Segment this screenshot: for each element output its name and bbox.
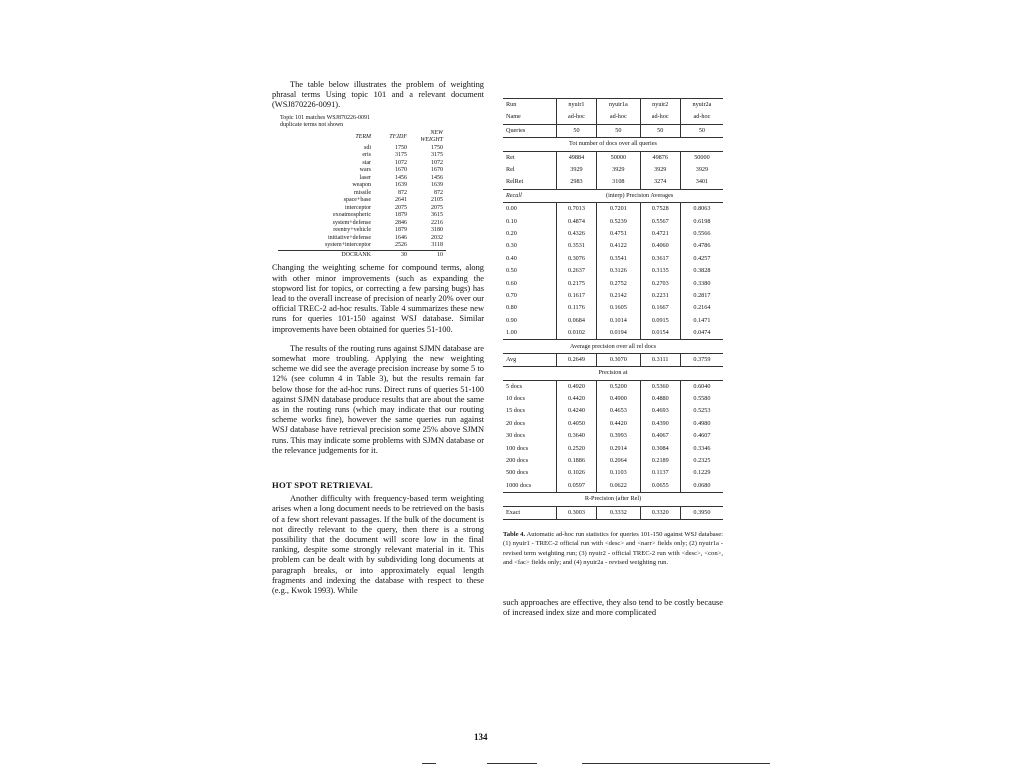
continuation-paragraph: such approaches are effective, they also tend to be costly because of increased index size and more complicated bbox=[503, 597, 723, 617]
precision-at-row bbox=[503, 380, 723, 393]
section-label: Average precision over all rel docs bbox=[503, 340, 723, 353]
row-label-cell: 0.50 bbox=[503, 265, 556, 277]
value-cell: 0.1137 bbox=[640, 467, 680, 479]
value-cell: 0.6040 bbox=[693, 382, 711, 390]
value-cell: 0.2649 bbox=[556, 353, 596, 366]
weight-cell: 1670 bbox=[395, 167, 407, 174]
precision-at-row bbox=[503, 430, 723, 442]
term-table-row bbox=[278, 167, 446, 175]
totals-row bbox=[503, 151, 723, 164]
recall-row bbox=[503, 315, 723, 327]
row-label-cell: Name bbox=[503, 111, 556, 124]
recall-row bbox=[503, 240, 723, 252]
row-label-cell: Run bbox=[503, 99, 556, 112]
value-cell: 0.4980 bbox=[693, 419, 711, 427]
value-cell: 0.4607 bbox=[693, 432, 711, 440]
term-table-row bbox=[278, 212, 446, 220]
precision-at-row bbox=[503, 418, 723, 430]
value-cell: 0.3320 bbox=[640, 506, 680, 519]
value-cell: 0.3084 bbox=[640, 443, 680, 455]
term-cell: space+base bbox=[343, 197, 371, 204]
value-cell: 0.1026 bbox=[556, 467, 596, 479]
term-cell: interceptor bbox=[345, 204, 371, 211]
term-cell: system+interceptor bbox=[324, 242, 371, 249]
row-label-cell: 0.10 bbox=[503, 216, 556, 228]
weight-cell: 1072 bbox=[431, 159, 443, 166]
term-table-row bbox=[278, 182, 446, 190]
docrank-value: 30 bbox=[374, 250, 410, 259]
recall-row bbox=[503, 290, 723, 302]
value-cell: 0.5239 bbox=[597, 216, 640, 228]
value-cell: 3929 bbox=[597, 164, 640, 176]
value-cell: 0.2064 bbox=[597, 455, 640, 467]
weight-cell: 1639 bbox=[431, 182, 443, 189]
weight-cell: 2075 bbox=[395, 204, 407, 211]
run-row bbox=[503, 99, 723, 112]
run-statistics-table bbox=[503, 98, 723, 520]
value-cell: 0.2142 bbox=[597, 290, 640, 302]
value-cell: 0.3346 bbox=[693, 444, 711, 452]
average-section-row bbox=[503, 340, 723, 353]
table-caption bbox=[503, 530, 723, 568]
row-label-cell: 1.00 bbox=[503, 327, 556, 340]
term-table-row bbox=[278, 160, 446, 168]
value-cell: 0.3126 bbox=[597, 265, 640, 277]
term-header: TERM bbox=[355, 133, 371, 140]
term-cell: sdi bbox=[363, 144, 371, 151]
footer-rule-3 bbox=[582, 763, 770, 764]
docrank-value: 10 bbox=[410, 250, 446, 259]
value-cell: 0.0597 bbox=[556, 480, 596, 493]
paragraph-hot-spot: Another difficulty with frequency-based term weighting arises when a long document needs to be retrieved on the basis of a few short relevant passages. If the bulk of the document is not directly relevant to the query, then there is a strong possibility that the document will score low in the final ranking, despite some strongly relevant material in it. This problem can be dealt with by subdividing long documents at paragraph breaks, or into approximately equal length fragments and indexing the database with respect to these (e.g., Kwok 1993). While bbox=[272, 494, 484, 595]
row-label-cell: 100 docs bbox=[503, 443, 556, 455]
row-label-cell: Queries bbox=[503, 124, 556, 137]
weight-cell: 2846 bbox=[395, 219, 407, 226]
value-cell: 0.4257 bbox=[693, 254, 711, 262]
value-cell: 0.3111 bbox=[640, 353, 680, 366]
term-table-row bbox=[278, 197, 446, 205]
recall-row bbox=[503, 216, 723, 228]
value-cell: 0.5580 bbox=[693, 395, 711, 403]
weight-cell: 1670 bbox=[431, 167, 443, 174]
term-table-row bbox=[278, 152, 446, 160]
value-cell: 0.4420 bbox=[556, 393, 596, 405]
docrank-row bbox=[278, 250, 446, 259]
term-table-subcaption: duplicate terms not shown bbox=[280, 122, 344, 129]
row-label-cell: Rel bbox=[503, 164, 556, 176]
value-cell: 50000 bbox=[597, 151, 640, 164]
precision-at-row bbox=[503, 480, 723, 493]
value-cell: 0.3076 bbox=[556, 253, 596, 265]
value-cell: 50 bbox=[597, 124, 640, 137]
value-cell: 0.7201 bbox=[597, 203, 640, 216]
precision-at-row bbox=[503, 455, 723, 467]
value-cell: 0.2164 bbox=[693, 304, 711, 312]
intro-paragraph: The table below illustrates the problem of weighting phrasal terms Using topic 101 and a relevant document (WSJ870226-0091). bbox=[272, 80, 484, 110]
section-label: Tot number of docs over all queries bbox=[503, 138, 723, 151]
term-table-row bbox=[278, 242, 446, 250]
weight-cell: 2075 bbox=[431, 204, 443, 211]
row-label-cell: RelRet bbox=[503, 176, 556, 189]
value-cell: 50000 bbox=[694, 153, 710, 161]
row-label-cell: Exact bbox=[503, 506, 556, 519]
term-cell: eris bbox=[362, 152, 371, 159]
term-table-row bbox=[278, 190, 446, 198]
row-label-cell: 20 docs bbox=[503, 418, 556, 430]
value-cell: 0.7528 bbox=[640, 203, 680, 216]
term-cell: weapon bbox=[352, 182, 371, 189]
weight-cell: 1750 bbox=[431, 144, 443, 151]
weight-cell: 1639 bbox=[395, 182, 407, 189]
recall-row bbox=[503, 253, 723, 265]
value-cell: 2983 bbox=[556, 176, 596, 189]
value-cell: 0.2914 bbox=[597, 443, 640, 455]
value-cell: 3108 bbox=[597, 176, 640, 189]
value-cell: 0.3640 bbox=[556, 430, 596, 442]
value-cell: 0.1103 bbox=[597, 467, 640, 479]
weight-cell: 1750 bbox=[395, 144, 407, 151]
new-weight-header: NEW WEIGHT bbox=[420, 129, 443, 144]
weight-cell: 1456 bbox=[395, 174, 407, 181]
value-cell: 0.4693 bbox=[640, 405, 680, 417]
page-number: 134 bbox=[474, 732, 488, 742]
paragraph-weighting: Changing the weighting scheme for compound terms, along with other minor improvements (such as expanding the stopword list for topics, or correcting a few parsing bugs) has lead to the overall increase of precision of nearly 20% over our official TREC-2 ad-hoc results. Table 4 summarizes these new runs for queries 101-150 against WSJ database. Similar improvements have been obtained for queries 51-100. bbox=[272, 263, 484, 334]
weight-cell: 3175 bbox=[431, 152, 443, 159]
value-cell: ad-hoc bbox=[693, 113, 711, 121]
weight-cell: 2216 bbox=[431, 219, 443, 226]
row-label-cell: 500 docs bbox=[503, 467, 556, 479]
recall-row bbox=[503, 265, 723, 277]
row-label-cell: 10 docs bbox=[503, 393, 556, 405]
value-cell: 0.0102 bbox=[556, 327, 596, 340]
value-cell: 0.0915 bbox=[640, 315, 680, 327]
paragraph-routing: The results of the routing runs against SJMN database are somewhat more troubling. Applying the new weighting scheme we did see the average precision increase by some 5 to 12% (see column 4 in Table 3), but the results remain far below those for the ad-hoc runs. Direct runs of queries 51-100 against SJMN database produce results that are about the same as in the routing runs (which may indicate that our routing scheme works fine), however the same queries run against WSJ database have retrieval precision some 25% above SJMN runs. This may indicate some problems with SJMN database or the relevance judgements for it. bbox=[272, 343, 484, 455]
value-cell: 0.5200 bbox=[597, 380, 640, 393]
term-table-row bbox=[278, 175, 446, 183]
value-cell: 49884 bbox=[556, 151, 596, 164]
value-cell: 0.3135 bbox=[640, 265, 680, 277]
value-cell: nyuir1a bbox=[597, 99, 640, 112]
weight-cell: 3175 bbox=[395, 152, 407, 159]
value-cell: 3929 bbox=[695, 166, 709, 174]
value-cell: 0.2752 bbox=[597, 277, 640, 289]
value-cell: 0.4326 bbox=[556, 228, 596, 240]
term-table-header bbox=[278, 130, 446, 145]
value-cell: 0.4880 bbox=[640, 393, 680, 405]
value-cell: 0.4751 bbox=[597, 228, 640, 240]
row-label-cell: 0.70 bbox=[503, 290, 556, 302]
value-cell: ad-hoc bbox=[640, 111, 680, 124]
value-cell: 0.0474 bbox=[693, 329, 711, 337]
value-cell: 0.1229 bbox=[693, 469, 711, 477]
r-precision-section-row bbox=[503, 493, 723, 506]
term-cell: reentry+vehicle bbox=[333, 227, 371, 234]
value-cell: 0.2520 bbox=[556, 443, 596, 455]
precision-at-row bbox=[503, 443, 723, 455]
value-cell: nyuir1 bbox=[556, 99, 596, 112]
term-cell: system+defense bbox=[332, 219, 371, 226]
recall-row bbox=[503, 203, 723, 216]
value-cell: ad-hoc bbox=[556, 111, 596, 124]
value-cell: 0.3617 bbox=[640, 253, 680, 265]
value-cell: 0.4653 bbox=[597, 405, 640, 417]
term-cell: laser bbox=[359, 174, 371, 181]
value-cell: nyuir2 bbox=[640, 99, 680, 112]
recall-row bbox=[503, 327, 723, 340]
value-cell: 0.2637 bbox=[556, 265, 596, 277]
value-cell: 0.2817 bbox=[693, 291, 711, 299]
value-cell: 0.3531 bbox=[556, 240, 596, 252]
term-table-row bbox=[278, 205, 446, 213]
term-table-row bbox=[278, 145, 446, 153]
value-cell: 0.5360 bbox=[640, 380, 680, 393]
value-cell: 0.4060 bbox=[640, 240, 680, 252]
value-cell: 0.2231 bbox=[640, 290, 680, 302]
value-cell: 0.3828 bbox=[693, 267, 711, 275]
weight-cell: 1456 bbox=[431, 174, 443, 181]
footer-rule-2 bbox=[487, 763, 537, 764]
value-cell: 0.3070 bbox=[597, 353, 640, 366]
row-label-cell: Avg bbox=[503, 353, 556, 366]
weight-cell: 1072 bbox=[395, 159, 407, 166]
value-cell: 0.0655 bbox=[640, 480, 680, 493]
value-cell: 0.0194 bbox=[597, 327, 640, 340]
row-label-cell: 200 docs bbox=[503, 455, 556, 467]
value-cell: 0.2175 bbox=[556, 277, 596, 289]
value-cell: 0.3950 bbox=[680, 506, 723, 519]
precision-at-row bbox=[503, 467, 723, 479]
term-cell: exoatmospheric bbox=[333, 212, 371, 219]
value-cell: 0.1667 bbox=[640, 302, 680, 314]
value-cell: 0.2325 bbox=[693, 457, 711, 465]
value-cell: ad-hoc bbox=[597, 111, 640, 124]
value-cell: 3929 bbox=[640, 164, 680, 176]
value-cell: 0.3332 bbox=[597, 506, 640, 519]
value-cell: 0.8063 bbox=[693, 205, 711, 213]
value-cell: 0.0154 bbox=[640, 327, 680, 340]
table-caption-label: Table 4. bbox=[503, 530, 526, 538]
value-cell: 0.3759 bbox=[693, 355, 711, 363]
value-cell: 0.4240 bbox=[556, 405, 596, 417]
table-caption-text: Automatic ad-hoc run statistics for queries 101-150 against WSJ database: (1) nyuir1 - TREC-2 official run with <desc> and <narr> fields only; (2) nyuir1a - revised term weighting run; (3) nyuir2 - official TREC-2 run with <desc>, <con>, and <fac> fields only; and (4) nyuir2a - revised weighting run. bbox=[503, 530, 723, 567]
weight-cell: 1879 bbox=[395, 227, 407, 234]
value-cell: 0.3380 bbox=[693, 279, 711, 287]
value-cell: 0.7013 bbox=[556, 203, 596, 216]
row-label-cell: Ret bbox=[503, 151, 556, 164]
value-cell: 0.1605 bbox=[597, 302, 640, 314]
value-cell: 0.3541 bbox=[597, 253, 640, 265]
value-cell: 0.4420 bbox=[597, 418, 640, 430]
value-cell: 50 bbox=[640, 124, 680, 137]
value-cell: 50 bbox=[556, 124, 596, 137]
totals-row bbox=[503, 164, 723, 176]
value-cell: 0.4874 bbox=[556, 216, 596, 228]
value-cell: 0.0684 bbox=[556, 315, 596, 327]
right-column bbox=[503, 98, 723, 618]
row-label-cell: 0.00 bbox=[503, 203, 556, 216]
value-cell: 0.0622 bbox=[597, 480, 640, 493]
value-cell: 0.6198 bbox=[693, 217, 711, 225]
term-table-row bbox=[278, 235, 446, 243]
totals-section-row bbox=[503, 138, 723, 151]
weight-cell: 1646 bbox=[395, 234, 407, 241]
queries-row bbox=[503, 124, 723, 137]
row-label-cell: 0.80 bbox=[503, 302, 556, 314]
row-label-cell: 1000 docs bbox=[503, 480, 556, 493]
term-cell: wars bbox=[359, 167, 371, 174]
value-cell: 0.3993 bbox=[597, 430, 640, 442]
tfidf-header: TF.IDF bbox=[389, 133, 407, 140]
value-cell: 0.1886 bbox=[556, 455, 596, 467]
name-row bbox=[503, 111, 723, 124]
weight-cell: 2526 bbox=[395, 242, 407, 249]
term-table-body bbox=[278, 145, 446, 260]
section-label: R-Precision (after Rel) bbox=[503, 493, 723, 506]
term-cell: initiative+defense bbox=[327, 234, 371, 241]
exact-row bbox=[503, 506, 723, 519]
value-cell: 3929 bbox=[556, 164, 596, 176]
row-label-cell: 0.30 bbox=[503, 240, 556, 252]
footer-rule-1 bbox=[422, 763, 436, 764]
value-cell: 49876 bbox=[640, 151, 680, 164]
value-cell: 0.2703 bbox=[640, 277, 680, 289]
value-cell: 0.4721 bbox=[640, 228, 680, 240]
value-cell: 0.5253 bbox=[693, 407, 711, 415]
value-cell: 0.3003 bbox=[556, 506, 596, 519]
term-cell: missile bbox=[353, 189, 371, 196]
row-label-cell: 15 docs bbox=[503, 405, 556, 417]
term-cell: star bbox=[362, 159, 371, 166]
weight-cell: 1879 bbox=[395, 212, 407, 219]
value-cell: 0.5566 bbox=[693, 230, 711, 237]
precision-at-section-row bbox=[503, 367, 723, 380]
left-column bbox=[272, 80, 484, 596]
precision-at-row bbox=[503, 405, 723, 417]
row-label-cell: 5 docs bbox=[503, 380, 556, 393]
value-cell: 0.0680 bbox=[693, 481, 711, 489]
term-weight-table bbox=[278, 130, 446, 260]
value-cell: 0.4786 bbox=[693, 242, 711, 250]
recall-header-row bbox=[503, 189, 723, 202]
section-label: Precision at bbox=[503, 367, 723, 380]
value-cell: 3401 bbox=[695, 178, 709, 186]
value-cell: 0.4900 bbox=[597, 393, 640, 405]
term-table-row bbox=[278, 227, 446, 235]
value-cell: 50 bbox=[680, 124, 723, 137]
average-row bbox=[503, 353, 723, 366]
section-heading: HOT SPOT RETRIEVAL bbox=[272, 479, 373, 490]
value-cell: 0.4067 bbox=[640, 430, 680, 442]
value-cell: 0.4920 bbox=[556, 380, 596, 393]
recall-label: Recall bbox=[503, 189, 556, 202]
weight-cell: 2032 bbox=[431, 234, 443, 241]
precision-averages-label: (interp) Precision Averages bbox=[556, 189, 723, 202]
row-label-cell: 0.90 bbox=[503, 315, 556, 327]
weight-cell: 3180 bbox=[431, 227, 443, 234]
row-label-cell: 0.60 bbox=[503, 277, 556, 289]
value-cell: 0.2189 bbox=[640, 455, 680, 467]
recall-row bbox=[503, 228, 723, 240]
value-cell: 3274 bbox=[640, 176, 680, 189]
value-cell: 0.1176 bbox=[556, 302, 596, 314]
term-table-caption: Topic 101 matches WSJ870226-0091 bbox=[280, 114, 370, 121]
value-cell: 0.1014 bbox=[597, 315, 640, 327]
row-label-cell: 0.40 bbox=[503, 253, 556, 265]
weight-cell: 2641 bbox=[395, 197, 407, 204]
value-cell: nyuir2a bbox=[680, 99, 723, 112]
row-label-cell: 30 docs bbox=[503, 430, 556, 442]
recall-row bbox=[503, 277, 723, 289]
value-cell: 0.4122 bbox=[597, 240, 640, 252]
value-cell: 0.5567 bbox=[640, 216, 680, 228]
weight-cell: 872 bbox=[398, 189, 407, 196]
recall-row bbox=[503, 302, 723, 314]
value-cell: 0.4050 bbox=[556, 418, 596, 430]
weight-cell: 2105 bbox=[431, 197, 443, 204]
term-table-row bbox=[278, 220, 446, 228]
weight-cell: 3615 bbox=[431, 212, 443, 219]
value-cell: 0.1471 bbox=[693, 316, 711, 324]
row-label-cell: 0.20 bbox=[503, 228, 556, 240]
term-weight-table-block bbox=[272, 115, 484, 260]
weight-cell: 3118 bbox=[431, 242, 443, 249]
docrank-label: DOCRANK bbox=[278, 250, 374, 259]
weight-cell: 872 bbox=[434, 189, 443, 196]
totals-row bbox=[503, 176, 723, 189]
value-cell: 0.1617 bbox=[556, 290, 596, 302]
value-cell: 0.4390 bbox=[640, 418, 680, 430]
precision-at-row bbox=[503, 393, 723, 405]
